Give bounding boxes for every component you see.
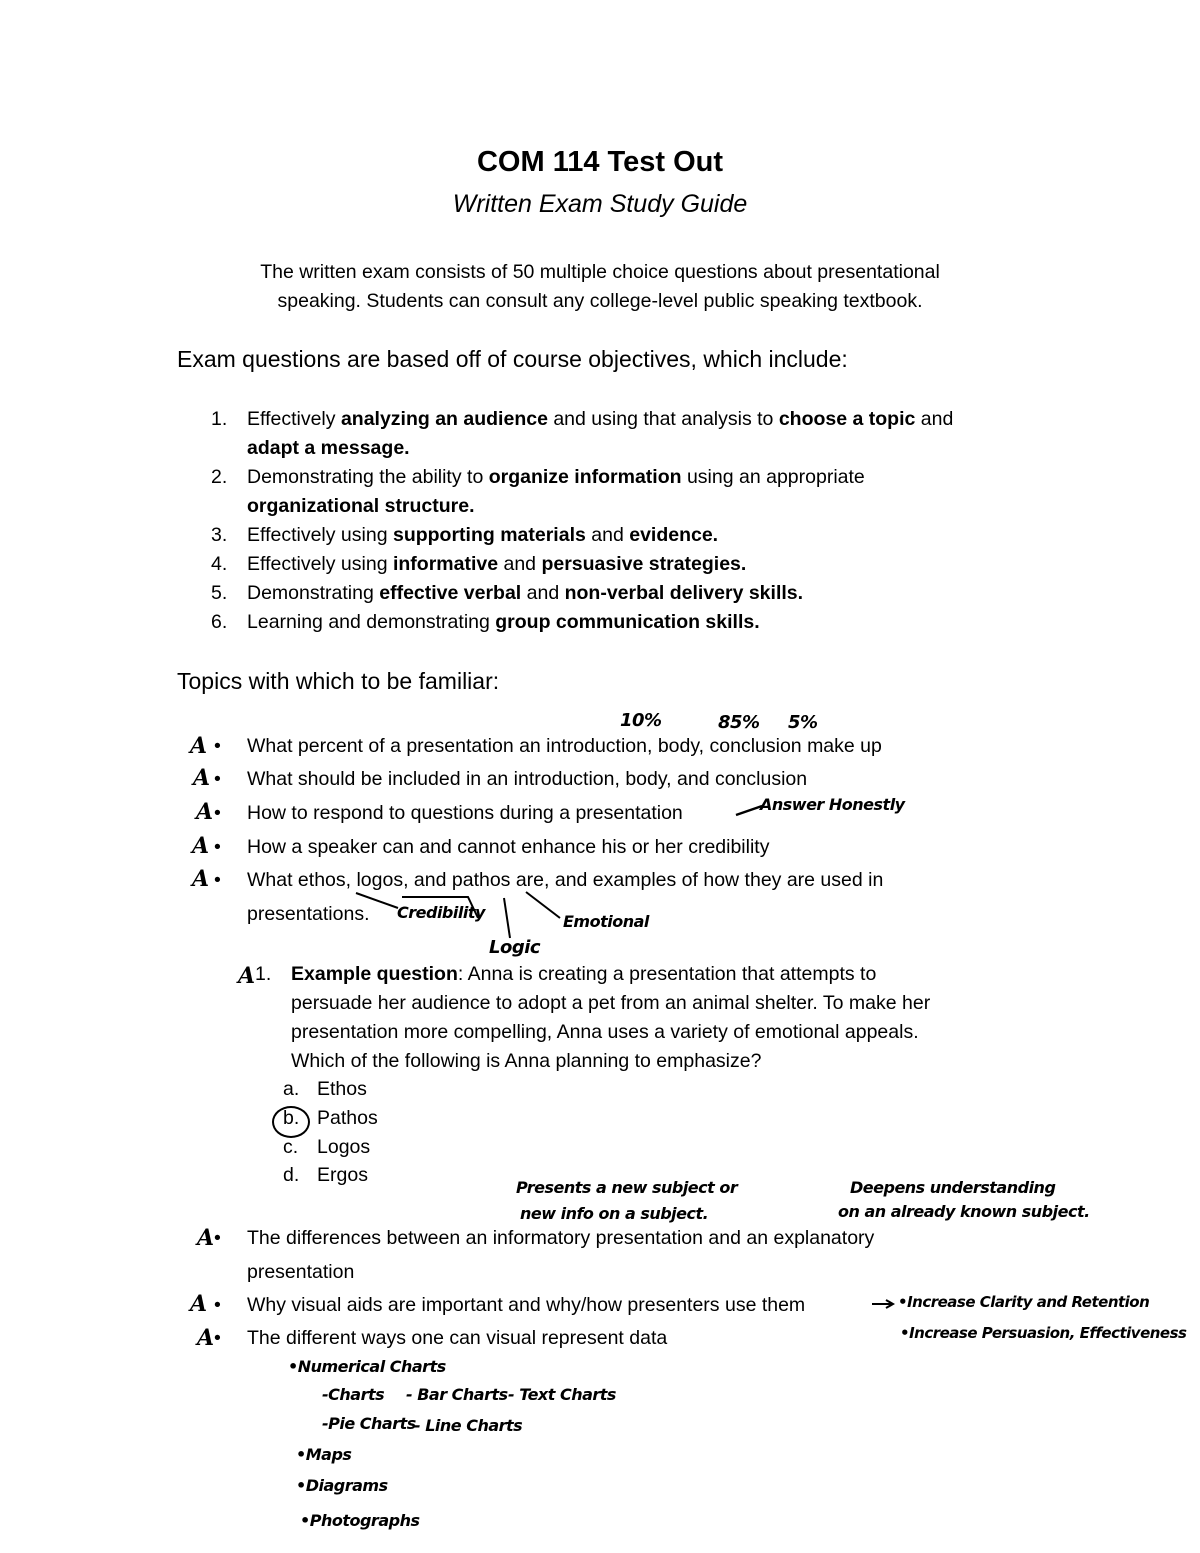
objective-item: 4. Effectively using informative and persuasive strategies. — [211, 553, 747, 575]
handwritten-data-item: - Text Charts — [508, 1385, 616, 1404]
check-mark-icon: A — [192, 866, 210, 892]
bullet-icon: • — [214, 1227, 221, 1249]
check-mark-icon: A — [238, 963, 256, 989]
example-number: 1. — [255, 963, 272, 985]
objective-item: 6. Learning and demonstrating group communication skills. — [211, 611, 760, 633]
intro-paragraph — [200, 258, 1000, 316]
topic-item: What ethos, logos, and pathos are, and examples of how they are used in — [247, 869, 884, 891]
answer-option-selected: b. Pathos — [283, 1107, 378, 1129]
bullet-icon: • — [214, 869, 221, 891]
handwritten-answer-honestly: Answer Honestly — [760, 795, 905, 814]
objective-item: 1. Effectively analyzing an audience and using that analysis to choose a topic and adapt a message. — [211, 408, 954, 459]
topic-item: How a speaker can and cannot enhance his or her credibility — [247, 836, 770, 858]
handwritten-informatory-note-2: new info on a subject. — [520, 1204, 709, 1223]
topic-item: The differences between an informatory presentation and an explanatory — [247, 1227, 875, 1249]
check-mark-icon: A — [197, 1325, 215, 1351]
topic-item: The different ways one can visual represent data — [247, 1327, 668, 1349]
handwritten-data-item: -Charts — [322, 1385, 385, 1404]
handwritten-data-item: - Bar Charts — [406, 1385, 508, 1404]
handwritten-informatory-note-1: Presents a new subject or — [516, 1178, 738, 1197]
handwritten-data-item: •Numerical Charts — [288, 1357, 446, 1376]
topic-item: How to respond to questions during a presentation — [247, 802, 683, 824]
bullet-icon: • — [214, 836, 221, 858]
objectives-heading: Exam questions are based off of course objectives, which include: — [177, 346, 848, 372]
handwritten-data-item: •Photographs — [300, 1511, 420, 1530]
check-mark-icon: A — [190, 733, 208, 759]
topics-heading: Topics with which to be familiar: — [177, 668, 500, 694]
bullet-icon: • — [214, 735, 221, 757]
objective-item: 3. Effectively using supporting materials and evidence. — [211, 524, 719, 546]
bullet-icon: • — [214, 768, 221, 790]
handwritten-percent-conclusion: 5% — [788, 712, 818, 733]
handwritten-data-item: •Maps — [296, 1445, 352, 1464]
handwritten-percent-intro: 10% — [620, 710, 662, 731]
answer-option: c. Logos — [283, 1136, 371, 1158]
document-subtitle: Written Exam Study Guide — [452, 190, 748, 218]
document-title: COM 114 Test Out — [476, 146, 724, 178]
example-question: Example question: Anna is creating a presentation that attempts to persuade her audience to adopt a pet from an animal shelter. To make her presentation more compelling, Anna uses a variety of emotional appeals. Which of the following is Anna planning to emphasize? — [291, 963, 931, 1072]
handwritten-credibility: Credibility — [397, 903, 485, 922]
handwritten-data-item: •Diagrams — [296, 1476, 388, 1495]
check-mark-icon: A — [193, 765, 211, 791]
handwritten-emotional: Emotional — [563, 912, 649, 931]
handwritten-explanatory-note-1: Deepens understanding — [850, 1178, 1056, 1197]
topic-item-continued: presentation — [247, 1261, 355, 1283]
objectives-list — [211, 405, 1031, 637]
objective-item: 5. Demonstrating effective verbal and non-verbal delivery skills. — [211, 582, 804, 604]
intro-line-2: speaking. Students can consult any college-level public speaking textbook. — [277, 290, 923, 312]
check-mark-icon: A — [190, 1291, 208, 1317]
handwritten-visual-aid-note-1: •Increase Clarity and Retention — [898, 1293, 1150, 1311]
handwritten-percent-body: 85% — [718, 712, 760, 733]
handwritten-visual-aid-note-2: •Increase Persuasion, Effectiveness — [900, 1324, 1187, 1342]
check-mark-icon: A — [196, 799, 214, 825]
handwritten-data-item: -Pie Charts — [322, 1414, 416, 1433]
bullet-icon: • — [214, 1294, 221, 1316]
check-mark-icon: A — [192, 833, 210, 859]
answer-option: d. Ergos — [283, 1164, 368, 1186]
answer-option: a. Ethos — [283, 1078, 367, 1100]
topic-item: What percent of a presentation an introduction, body, conclusion make up — [247, 735, 882, 757]
topic-item: Why visual aids are important and why/how presenters use them — [247, 1294, 806, 1316]
topic-item-continued: presentations. — [247, 903, 370, 925]
objective-item: 2. Demonstrating the ability to organize information using an appropriate organizational structure. — [211, 466, 865, 517]
check-mark-icon: A — [197, 1225, 215, 1251]
topic-item: What should be included in an introduction, body, and conclusion — [247, 768, 808, 790]
handwritten-logic: Logic — [489, 937, 541, 958]
intro-line-1: The written exam consists of 50 multiple choice questions about presentational — [260, 261, 940, 283]
handwritten-explanatory-note-2: on an already known subject. — [838, 1202, 1090, 1221]
bullet-icon: • — [214, 1327, 221, 1349]
handwritten-data-item: - Line Charts — [414, 1416, 523, 1435]
bullet-icon: • — [214, 802, 221, 824]
